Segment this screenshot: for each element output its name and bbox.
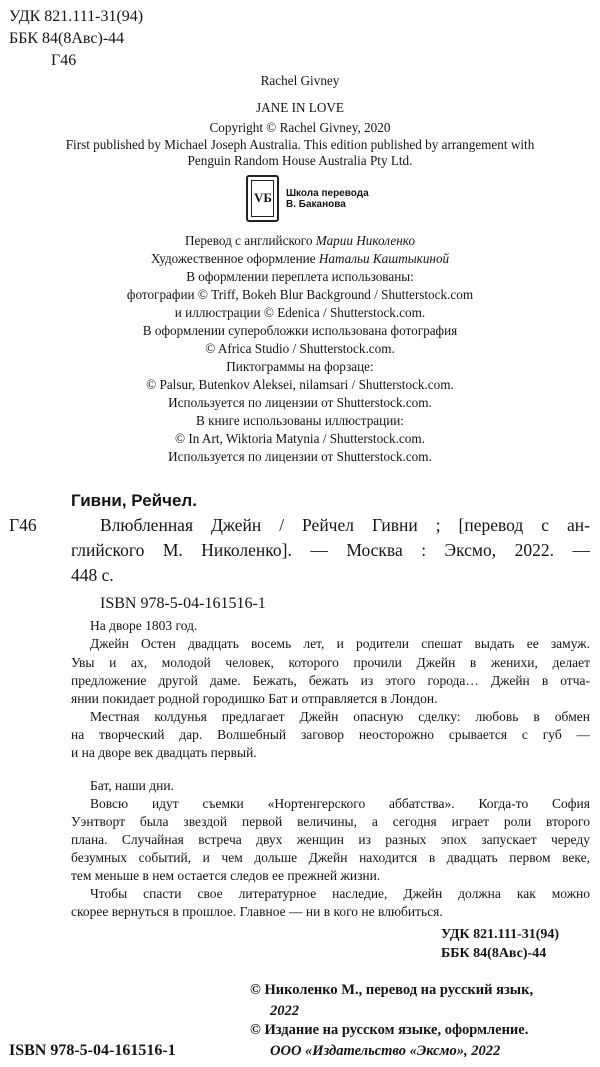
annotation-p1: На дворе 1803 год. (90, 618, 198, 633)
catalog-sign: Г46 (9, 515, 37, 535)
annotation-p4: Бат, наши дни. (90, 778, 174, 793)
binding-line-3: и иллюстрации © Edenica / Shutterstock.com. (174, 305, 426, 320)
binding-line-1: В оформлении переплета использованы: (186, 269, 414, 284)
designer-name: Натальи Каштыкиной (318, 251, 450, 266)
endpaper-line-3: Используется по лицензии от Shutterstock.com. (168, 395, 432, 410)
translator-credit (0, 232, 600, 250)
rights-translation-l2: 2022 (270, 1003, 299, 1019)
annotation-p2-l1: Джейн Остен двадцать восемь лет, и родители спешат выдать ее замуж. (90, 636, 590, 651)
bbk-code: ББК 84(8Авс)-44 (9, 30, 125, 47)
catalog-isbn: ISBN 978-5-04-161516-1 (100, 595, 266, 612)
translator-name: Марии Николенко (315, 233, 416, 248)
udk-code: УДК 821.111-31(94) (9, 8, 144, 25)
annotation-p2-l3: предложение другой даме. Бежать, бежать из этого города… Джейн в отча- (71, 673, 590, 688)
logo-line-1: Школа перевода (286, 188, 369, 199)
annotation-p5-l3: плана. Случайная встреча двух женщин из разных эпох запускает череду (71, 832, 590, 847)
translation-school-logo-icon (246, 175, 279, 222)
isbn-bottom: ISBN 978-5-04-161516-1 (9, 1042, 176, 1059)
annotation-p6-l2: скорее вернуться в прошлое. Главное — ни в кого не влюбиться. (71, 904, 443, 919)
original-author: Rachel Givney (260, 73, 340, 88)
annotation-p3-l1: Местная колдунья предлагает Джейн опасную сделку: любовь в обмен (90, 709, 590, 724)
published-line-1: First published by Michael Joseph Australia. This edition published by arrangement with (65, 137, 535, 152)
rights-edition-l1: © Издание на русском языке, оформление. (250, 1022, 529, 1038)
annotation-p2-l4: янии покидает родной городишко Бат и отправляется в Лондон. (71, 691, 438, 706)
author-sign: Г46 (51, 52, 77, 69)
book-illustrations-line-1: В книге использованы иллюстрации: (196, 413, 404, 428)
annotation-p3-l3: и на дворе век двадцать первый. (71, 745, 257, 760)
logo-monogram: VБ (254, 190, 272, 205)
catalog-line-2: глийского М. Николенко]. — Москва : Эксмо, 2022. — (71, 540, 590, 560)
copyright-line: Copyright © Rachel Givney, 2020 (209, 120, 391, 135)
binding-line-2: фотографии © Triff, Bokeh Blur Background / Shutterstock.com (126, 287, 474, 302)
udk-code-bottom: УДК 821.111-31(94) (441, 927, 560, 942)
translation-prefix: Перевод с английского (184, 233, 313, 248)
logo-line-2: В. Баканова (286, 199, 346, 210)
catalog-line-3: 448 с. (71, 565, 114, 585)
annotation-p5-l1: Вовсю идут съемки «Нортенгерского аббатства». Когда-то София (90, 796, 590, 811)
book-illustrations-line-2: © In Art, Wiktoria Matynia / Shutterstock.com. (175, 431, 425, 446)
catalog-heading: Гивни, Рейчел. (71, 491, 197, 510)
book-illustrations-line-3: Используется по лицензии от Shutterstock.com. (168, 449, 432, 464)
annotation-p5-l5: тем меньше в нем остается следов ее прежней жизни. (71, 868, 381, 883)
endpaper-line-1: Пиктограммы на форзаце: (226, 359, 374, 374)
endpaper-line-2: © Palsur, Butenkov Aleksei, nilamsari / Shutterstock.com. (146, 377, 454, 392)
annotation-p5-l2: Уэнтворт была звездой первой величины, а сегодня играет роли второго (71, 814, 590, 829)
jacket-line-1: В оформлении суперобложки использована фотография (142, 323, 458, 338)
design-prefix: Художественное оформление (150, 251, 316, 266)
published-line-2: Penguin Random House Australia Pty Ltd. (187, 153, 413, 168)
rights-translation-l1: © Николенко М., перевод на русский язык, (250, 982, 534, 998)
designer-credit (0, 250, 600, 268)
jacket-line-2: © Africa Studio / Shutterstock.com. (205, 341, 395, 356)
annotation-p3-l2: на творческий дар. Волшебный заговор неосторожно срывается с губ — (71, 727, 590, 742)
bbk-code-bottom: ББК 84(8Авс)-44 (441, 946, 547, 961)
catalog-line-1: Влюбленная Джейн / Рейчел Гивни ; [перевод с ан- (100, 515, 590, 535)
annotation-p2-l2: Увы и ах, молодой человек, которого прочили Джейн в женихи, делает (71, 655, 590, 670)
original-title: JANE IN LOVE (256, 100, 344, 115)
rights-edition-l2: ООО «Издательство «Эксмо», 2022 (270, 1043, 501, 1059)
annotation-p6-l1: Чтобы спасти свое литературное наследие, Джейн должна как можно (90, 886, 590, 901)
annotation-p5-l4: безумных событий, и чем дольше Джейн находится в двадцать первом веке, (71, 850, 590, 865)
